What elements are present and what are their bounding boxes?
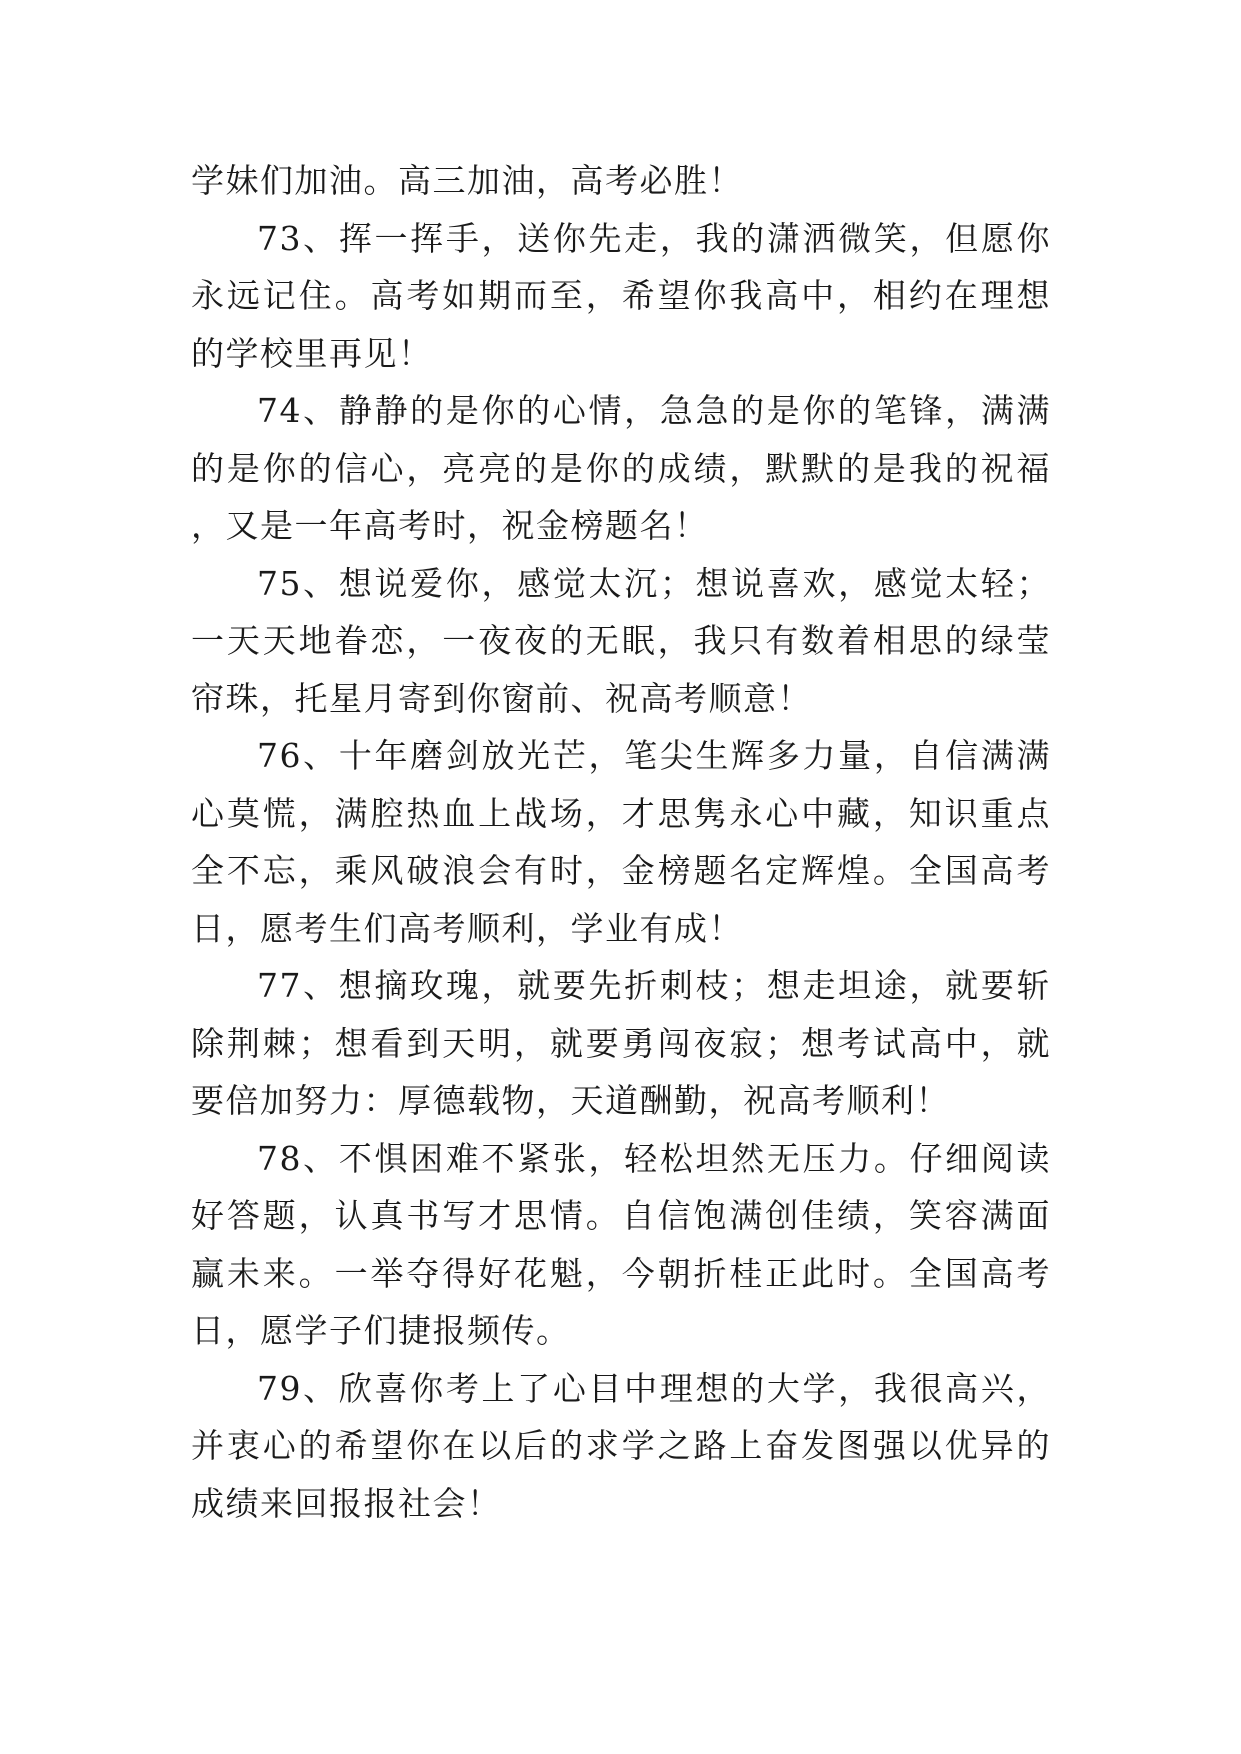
paragraph-74: 74、静静的是你的心情，急急的是你的笔锋，满满的是你的信心，亮亮的是你的成绩，默默的是我的祝福，又是一年高考时，祝金榜题名！ — [191, 391, 1051, 545]
paragraph-73: 73、挥一挥手，送你先走，我的潇洒微笑，但愿你永远记住。高考如期而至，希望你我高中，相约在理想的学校里再见！ — [191, 218, 1051, 373]
paragraph-continuation: 学妹们加油。高三加油，高考必胜！ — [191, 161, 743, 200]
paragraph-76: 76、十年磨剑放光芒，笔尖生辉多力量，自信满满心莫慌，满腔热血上战场，才思隽永心中藏，知识重点全不忘，乘风破浪会有时，金榜题名定辉煌。全国高考日，愿考生们高考顺利，学业有成！ — [191, 736, 1051, 948]
paragraph-75: 75、想说爱你，感觉太沉；想说喜欢，感觉太轻；一天天地眷恋，一夜夜的无眠，我只有数着相思的绿莹帘珠，托星月寄到你窗前、祝高考顺意！ — [191, 563, 1051, 718]
document-body — [191, 152, 1051, 1532]
paragraph-77: 77、想摘玫瑰，就要先折刺枝；想走坦途，就要斩除荆棘；想看到天明，就要勇闯夜寂；想考试高中，就要倍加努力：厚德载物，天道酬勤，祝高考顺利！ — [191, 966, 1051, 1120]
paragraph-79: 79、欣喜你考上了心目中理想的大学，我很高兴，并衷心的希望你在以后的求学之路上奋发图强以优异的成绩来回报报社会！ — [191, 1368, 1051, 1523]
paragraph-78: 78、不惧困难不紧张，轻松坦然无压力。仔细阅读好答题，认真书写才思情。自信饱满创佳绩，笑容满面赢未来。一举夺得好花魁，今朝折桂正此时。全国高考日，愿学子们捷报频传。 — [191, 1138, 1051, 1350]
